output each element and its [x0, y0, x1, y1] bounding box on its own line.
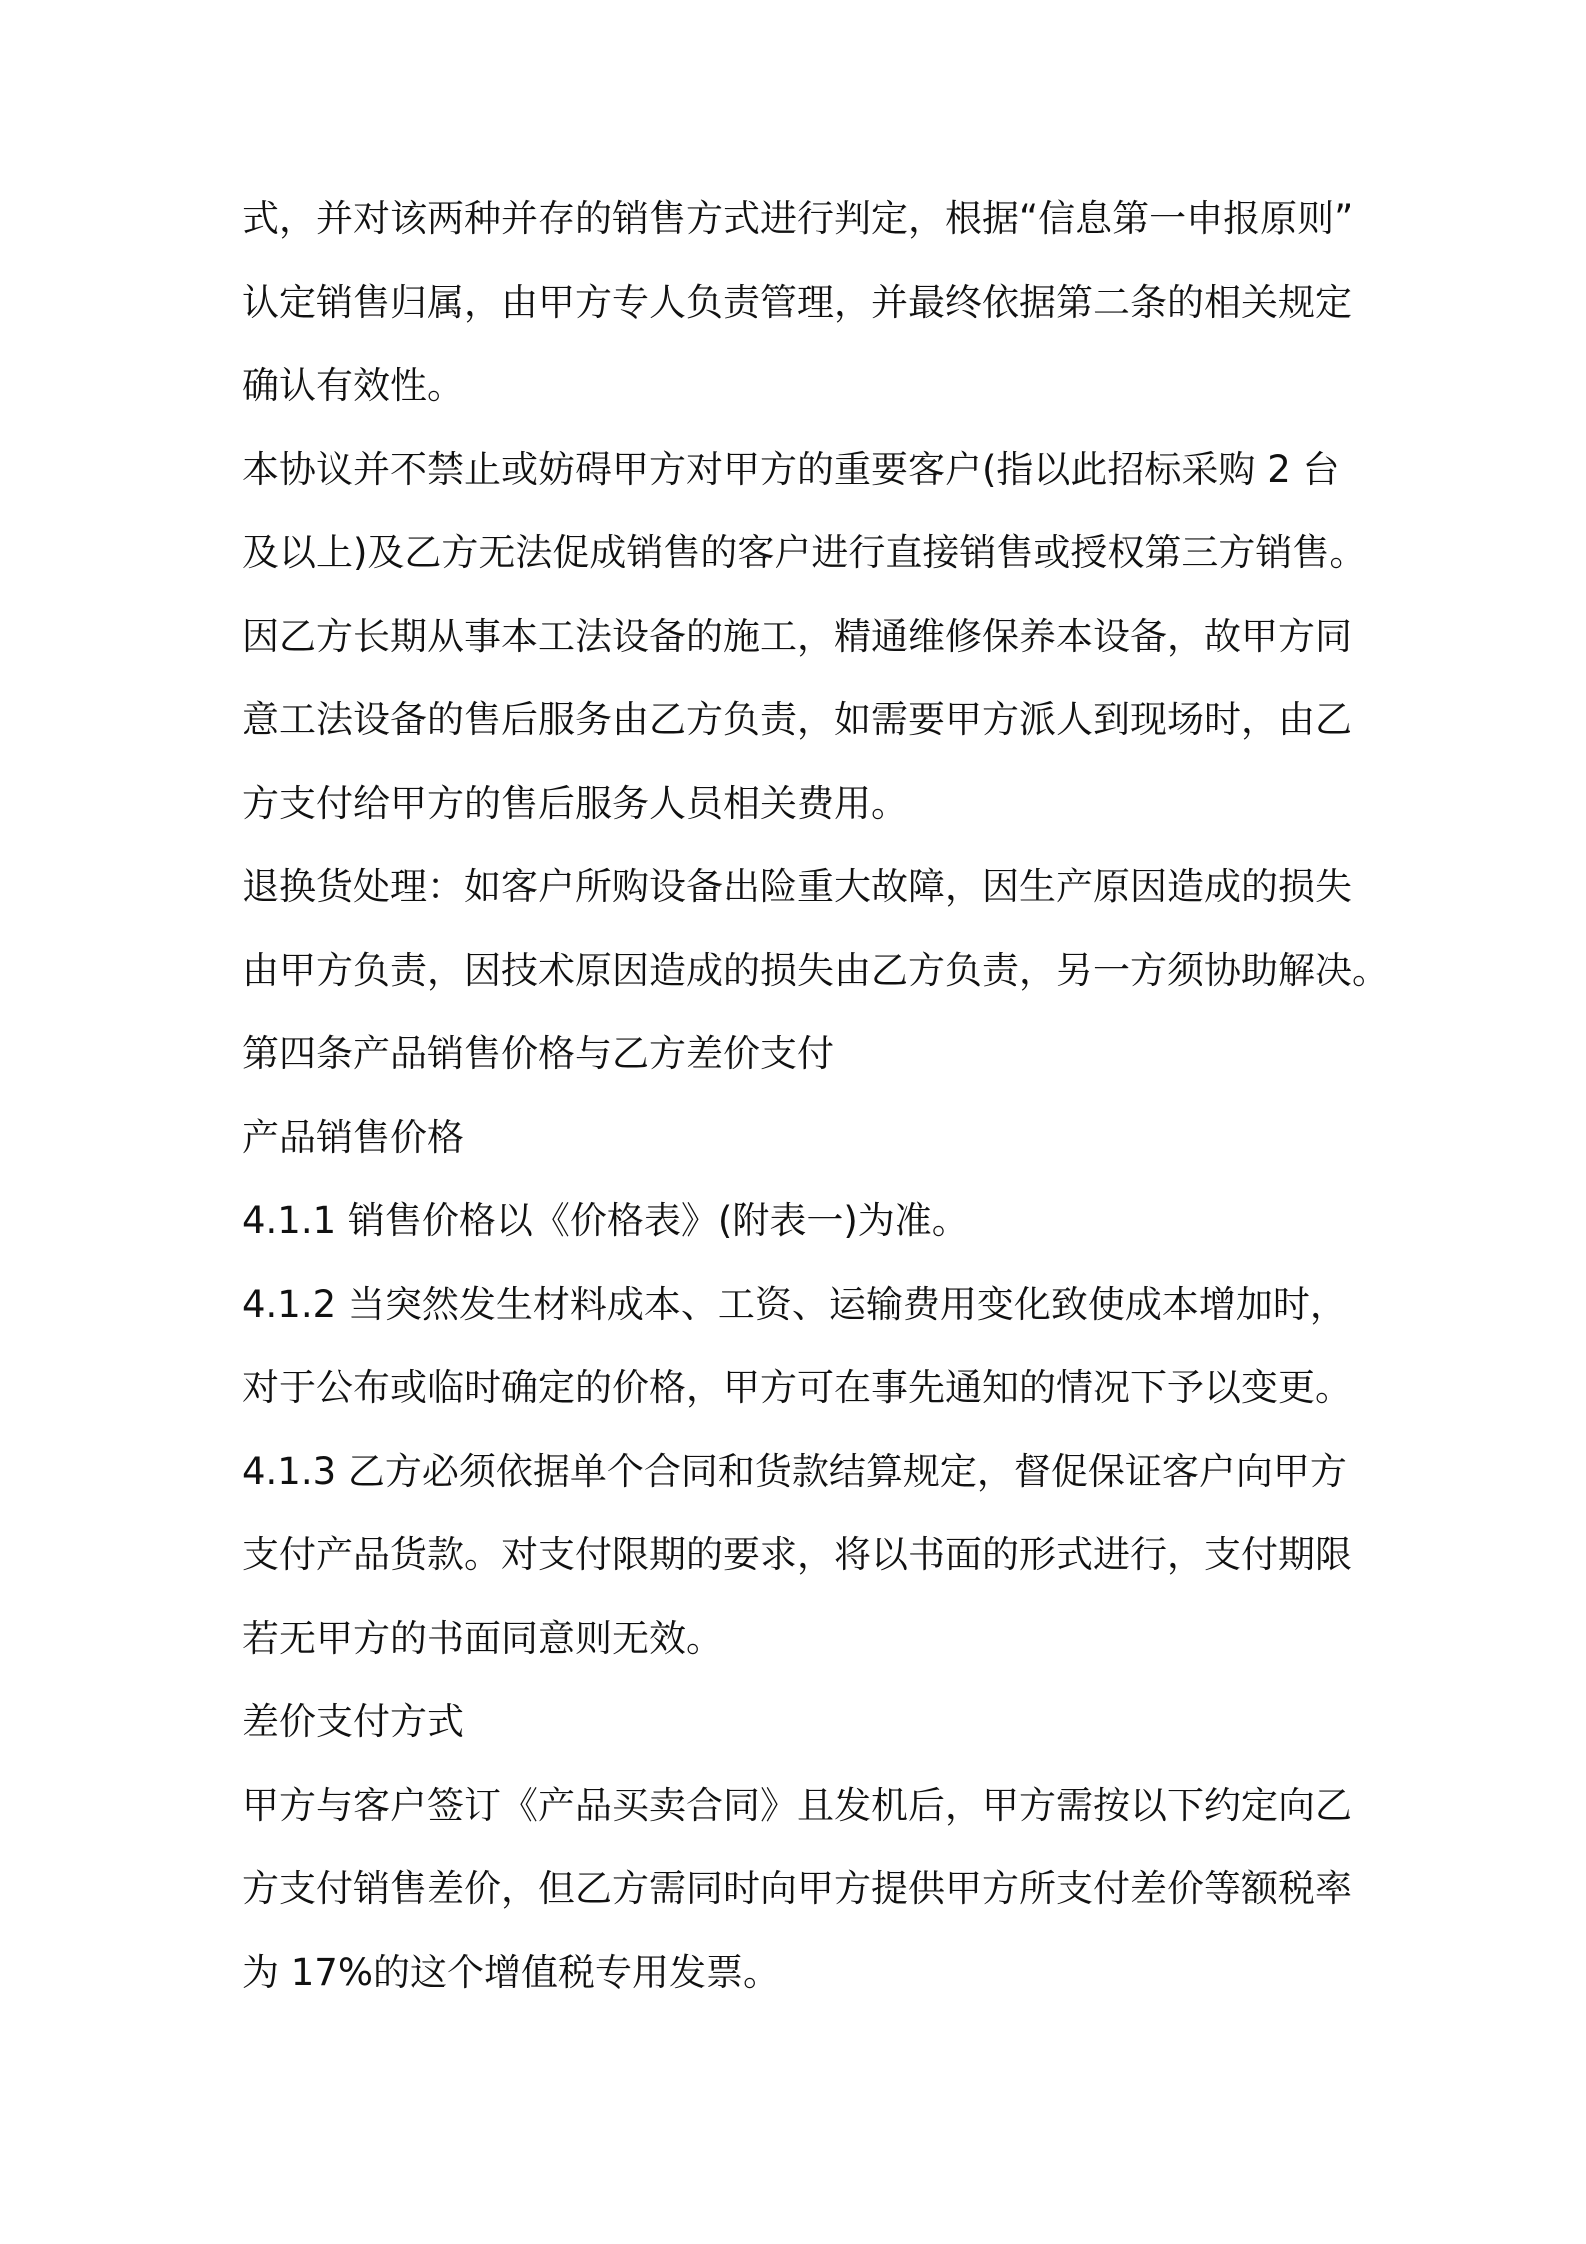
text-line: 本协议并不禁止或妨碍甲方对甲方的重要客户(指以此招标采购 2 台 [242, 447, 1340, 491]
text-line: 式，并对该两种并存的销售方式进行判定，根据“信息第一申报原则” [242, 197, 1354, 240]
document-body [242, 194, 1389, 2031]
text-line: 认定销售归属，由甲方专人负责管理，并最终依据第二条的相关规定 [242, 280, 1352, 324]
subsection-heading: 差价支付方式 [242, 1700, 464, 1743]
text-line: 意工法设备的售后服务由乙方负责，如需要甲方派人到现场时，由乙 [242, 698, 1352, 741]
text-line: 确认有效性。 [242, 364, 464, 407]
text-line: 支付产品货款。对支付限期的要求，将以书面的形式进行，支付期限 [242, 1533, 1352, 1576]
text-line: 方支付给甲方的售后服务人员相关费用。 [242, 781, 908, 825]
clause-line: 4.1.2 当突然发生材料成本、工资、运输费用变化致使成本增加时， [242, 1282, 1347, 1326]
text-line: 因乙方长期从事本工法设备的施工，精通维修保养本设备，故甲方同 [242, 614, 1352, 658]
clause-line: 4.1.3 乙方必须依据单个合同和货款结算规定，督促保证客户向甲方 [242, 1449, 1347, 1493]
text-line: 退换货处理：如客户所购设备出险重大故障，因生产原因造成的损失 [242, 865, 1352, 908]
text-line: 对于公布或临时确定的价格，甲方可在事先通知的情况下予以变更。 [242, 1366, 1352, 1409]
text-line: 为 17%的这个增值税专用发票。 [242, 1950, 780, 1994]
clause-line: 4.1.1 销售价格以《价格表》(附表一)为准。 [242, 1199, 969, 1242]
subsection-heading: 产品销售价格 [242, 1115, 464, 1159]
text-line: 若无甲方的书面同意则无效。 [242, 1616, 723, 1660]
text-line: 甲方与客户签订《产品买卖合同》且发机后，甲方需按以下约定向乙 [242, 1783, 1352, 1827]
section-heading: 第四条产品销售价格与乙方差价支付 [242, 1032, 834, 1075]
text-line: 及以上)及乙方无法促成销售的客户进行直接销售或授权第三方销售。 [242, 531, 1367, 574]
text-line: 由甲方负责，因技术原因造成的损失由乙方负责，另一方须协助解决。 [242, 948, 1389, 992]
text-line: 方支付销售差价，但乙方需同时向甲方提供甲方所支付差价等额税率 [242, 1867, 1352, 1910]
